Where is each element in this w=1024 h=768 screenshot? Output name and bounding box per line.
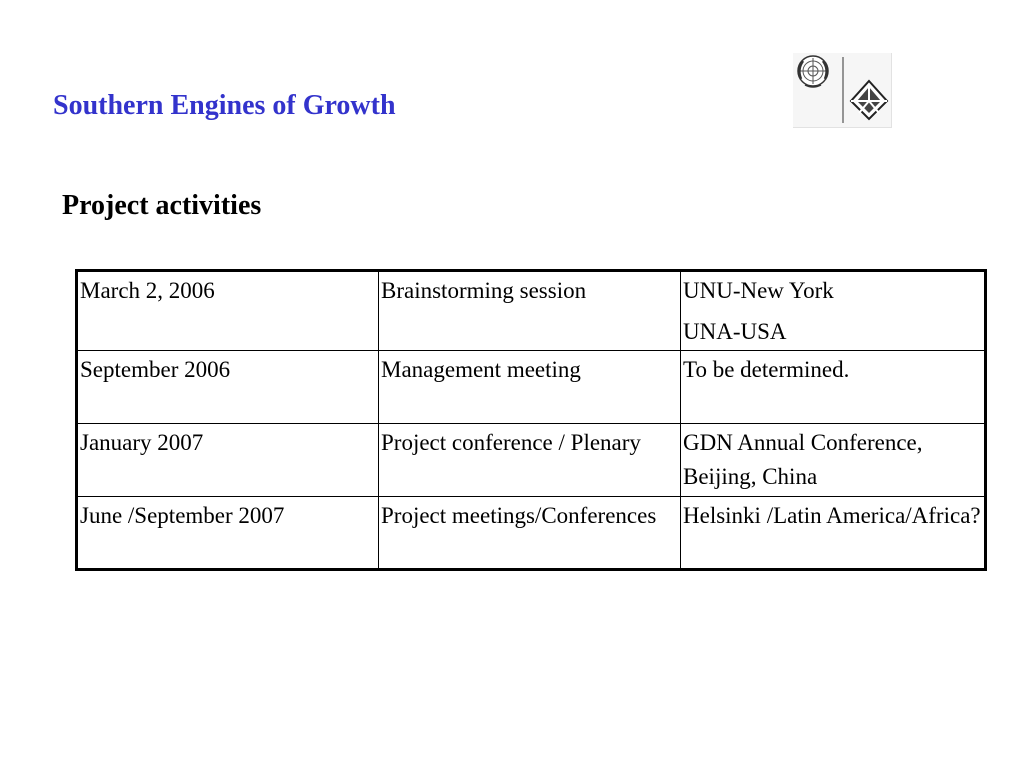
table-row xyxy=(77,497,986,570)
table-row xyxy=(77,424,986,497)
location-line: To be determined. xyxy=(683,357,850,382)
date-cell: January 2007 xyxy=(77,424,379,497)
location-cell xyxy=(681,351,986,424)
date-cell: June /September 2007 xyxy=(77,497,379,570)
date-cell: September 2006 xyxy=(77,351,379,424)
section-heading: Project activities xyxy=(62,190,262,221)
location-line: UNA-USA xyxy=(683,319,787,344)
date-cell: March 2, 2006 xyxy=(77,271,379,351)
table-row xyxy=(77,271,986,351)
location-cell xyxy=(681,424,986,497)
activities-table xyxy=(75,269,987,571)
unu-wider-logo-icon xyxy=(851,81,887,119)
un-emblem-icon xyxy=(798,56,828,87)
activity-cell: Management meeting xyxy=(379,351,681,424)
activity-cell: Project conference / Plenary xyxy=(379,424,681,497)
location-cell xyxy=(681,497,986,570)
location-line: GDN Annual Conference, Beijing, China xyxy=(683,430,923,489)
slide-title: Southern Engines of Growth xyxy=(53,90,396,121)
table-row xyxy=(77,351,986,424)
location-line: Helsinki /Latin America/Africa? xyxy=(683,503,981,528)
activity-cell: Brainstorming session xyxy=(379,271,681,351)
activity-cell: Project meetings/Conferences xyxy=(379,497,681,570)
logo-group xyxy=(793,53,892,128)
location-cell xyxy=(681,271,986,351)
location-line: UNU-New York xyxy=(683,278,834,303)
